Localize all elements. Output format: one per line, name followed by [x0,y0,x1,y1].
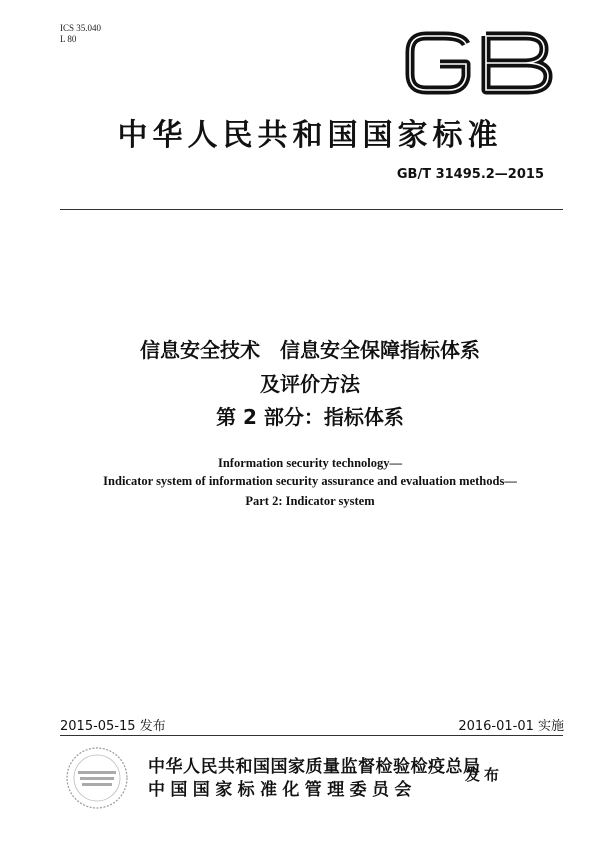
implementation-date: 2016-01-01 实施 [458,719,564,734]
standard-number: GB/T 31495.2—2015 [396,167,544,182]
issuer-sac: 中国国家标准化管理委员会 [148,780,417,800]
ics-code: ICS 35.040 [60,23,102,33]
cn-title-line2: 及评价方法 [260,372,360,396]
gb-logo [404,30,554,96]
issue-date: 2015-05-15 发布 [60,719,166,734]
issuer-aqsiq: 中华人民共和国国家质量监督检验检疫总局 [148,757,481,777]
classification-codes [60,23,101,45]
divider-top [60,209,563,210]
en-title-line2: Indicator system of information security assurance and evaluation methods— [103,474,517,488]
ccs-code: L 80 [60,34,77,44]
en-title-line1: Information security technology— [217,456,402,470]
divider-bottom [60,735,563,736]
seal-stamp-icon [64,745,130,811]
cn-title-line3: 第 2 部分：指标体系 [216,405,404,429]
cn-title-line1: 信息安全技术 信息安全保障指标体系 [140,338,480,362]
publish-label: 发布 [465,766,504,784]
en-title-line3: Part 2: Indicator system [245,494,375,508]
page-title: 中华人民共和国国家标准 [117,118,503,153]
